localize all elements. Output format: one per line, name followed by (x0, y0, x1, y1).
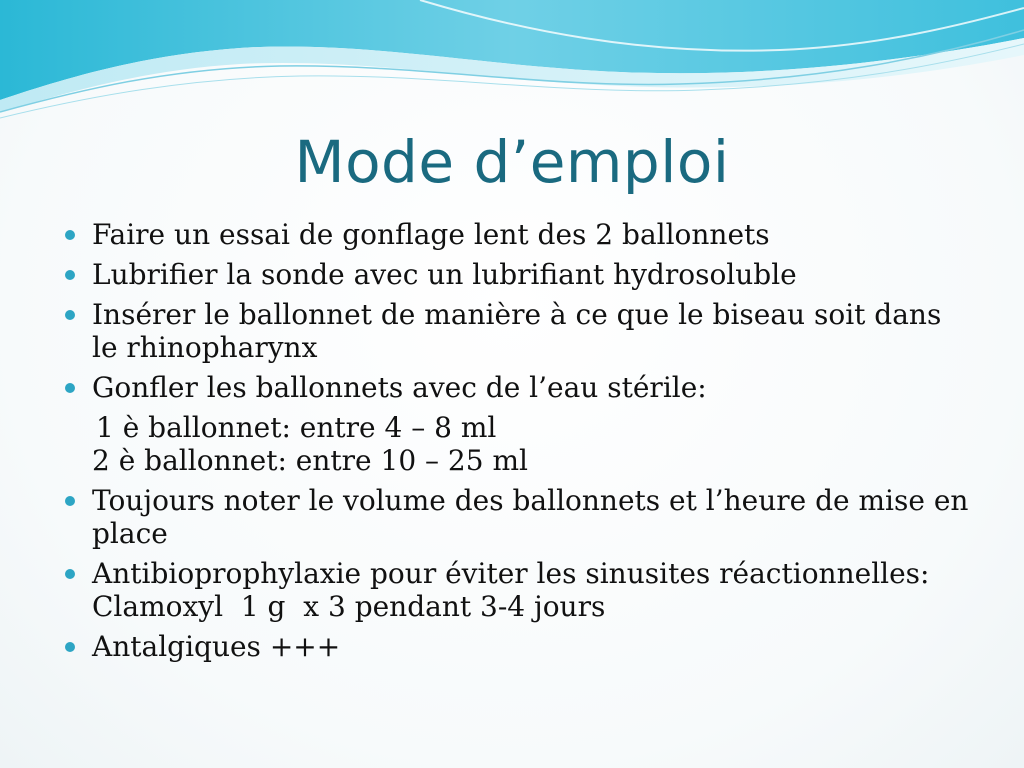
bullet-dot-icon (65, 496, 75, 506)
bullet-dot-icon (65, 270, 75, 280)
bullet-dot-icon (65, 310, 75, 320)
bullet-text: Antibioprophylaxie pour éviter les sinusites réactionnelles: Clamoxyl 1 g x 3 pendant 3-4 jours (92, 557, 939, 623)
bullet-text: Toujours noter le volume des ballonnets et l’heure de mise en place (92, 484, 969, 550)
bullet-item (62, 258, 972, 291)
bullet-dot-icon (65, 569, 75, 579)
sub-line-second-balloon: 2 è ballonnet: entre 10 – 25 ml (92, 444, 528, 477)
bullet-dot-icon (65, 230, 75, 240)
bullet-item (62, 371, 972, 404)
header-wave-decoration (0, 0, 1024, 130)
bullet-item (62, 218, 972, 251)
bullet-item (62, 298, 972, 364)
bullet-text: Insérer le ballonnet de manière à ce que le biseau soit dans le rhinopharynx (92, 298, 942, 364)
bullet-text: Lubrifier la sonde avec un lubrifiant hydrosoluble (92, 258, 797, 291)
bullet-item (62, 484, 972, 550)
bullet-list (62, 218, 972, 670)
slide-title: Mode d’emploi (294, 128, 730, 196)
bullet-item (62, 557, 972, 623)
sub-lines (62, 411, 972, 477)
bullet-text: Faire un essai de gonflage lent des 2 ballonnets (92, 218, 770, 251)
bullet-text: Antalgiques +++ (92, 630, 341, 663)
bullet-text: Gonfler les ballonnets avec de l’eau stérile: (92, 371, 707, 404)
bullet-item (62, 630, 972, 663)
bullet-dot-icon (65, 642, 75, 652)
bullet-dot-icon (65, 383, 75, 393)
sub-line-first-balloon: 1 è ballonnet: entre 4 – 8 ml (96, 411, 497, 444)
